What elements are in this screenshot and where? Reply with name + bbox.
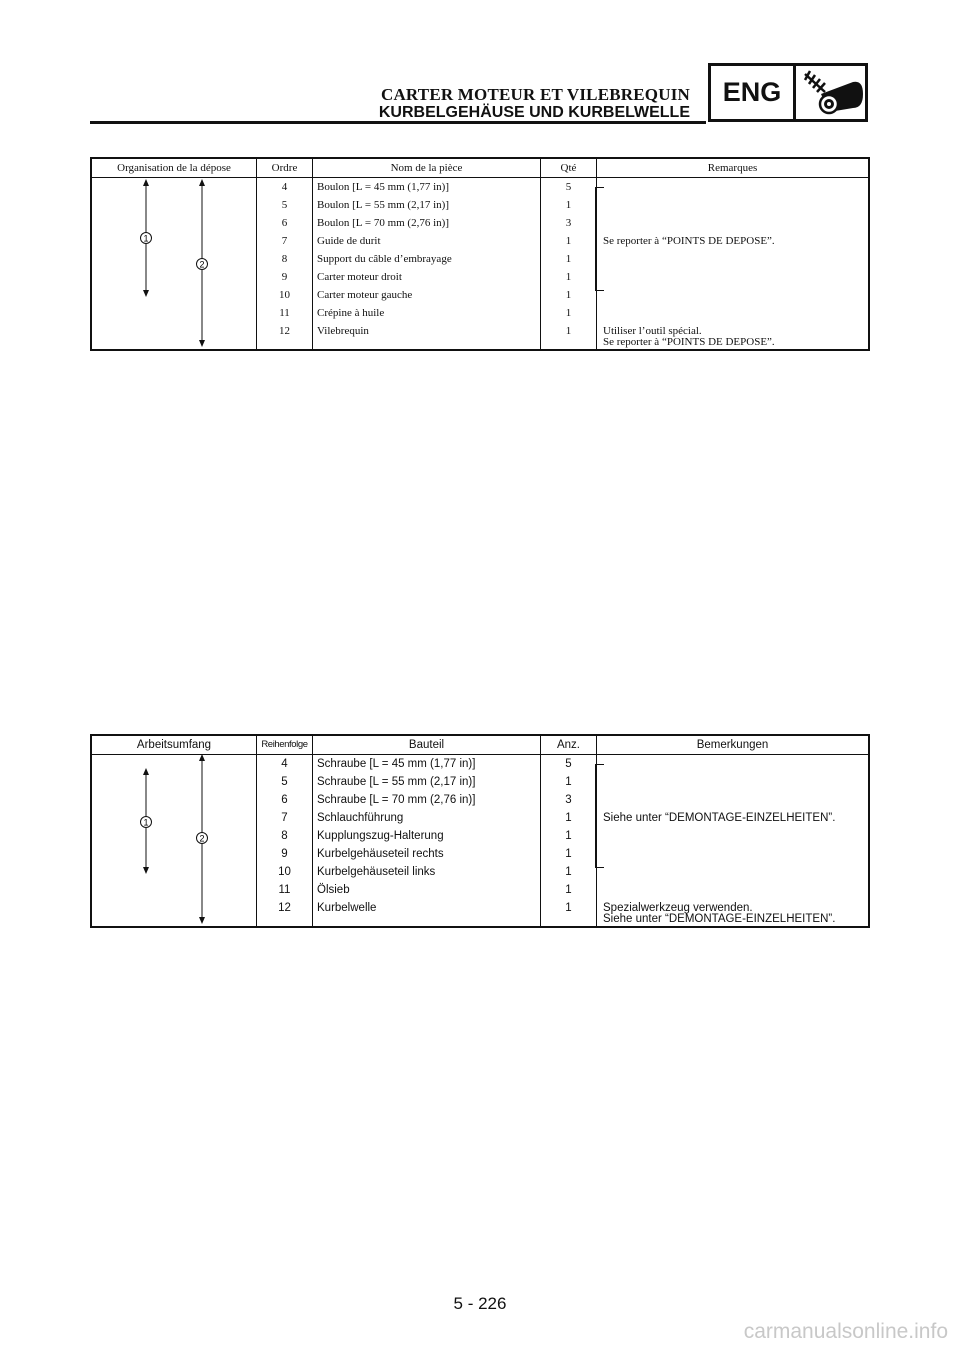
eng-badge — [708, 63, 868, 122]
svg-text:2: 2 — [199, 833, 205, 844]
table-row: 6 Schraube [L = 70 mm (2,76 in)] 3 — [281, 794, 572, 806]
table-row: 9 Kurbelgehäuseteil rechts 1 — [281, 848, 572, 860]
remark-last-line-1: Spezialwerkzeug verwenden. — [603, 902, 753, 914]
col-header-ordre: Ordre — [271, 162, 298, 174]
table-row: 5 Boulon [L = 55 mm (2,17 in)] 1 — [281, 199, 572, 211]
col-header-remarques: Remarques — [707, 162, 758, 174]
remark-last-line-2: Se reporter à “POINTS DE DEPOSE”. — [603, 336, 775, 348]
badge-divider — [793, 66, 796, 119]
col-header-organisation: Organisation de la dépose — [117, 162, 231, 174]
col-header-reihenfolge: Reihenfolge — [261, 739, 308, 750]
remark-group: Siehe unter “DEMONTAGE-EINZELHEITEN”. — [603, 812, 836, 824]
table-row: 5 Schraube [L = 55 mm (2,17 in)] 1 — [281, 776, 572, 788]
remark-last-line-2: Siehe unter “DEMONTAGE-EINZELHEITEN”. — [603, 913, 836, 925]
header-rule — [90, 121, 706, 124]
remark-bracket — [595, 187, 604, 291]
table-row-continuation — [92, 335, 868, 349]
table-header-fr — [92, 159, 868, 178]
table-row: 11 Crépine à huile 1 — [279, 307, 572, 319]
svg-text:1: 1 — [143, 817, 149, 828]
removal-table-fr — [90, 157, 870, 351]
remark-group: Se reporter à “POINTS DE DEPOSE”. — [603, 235, 775, 247]
table-row: 7 Guide de durit 1 Se reporter à “POINTS DE DEPOSE”. — [92, 232, 868, 250]
table-row: 4 Boulon [L = 45 mm (1,77 in)] 5 — [281, 181, 572, 193]
badge-label: ENG — [722, 77, 782, 107]
svg-text:1: 1 — [143, 233, 149, 244]
table-row: 11 Ölsieb 1 — [278, 884, 572, 896]
table-row: 9 Carter moteur droit 1 — [281, 271, 572, 283]
svg-text:2: 2 — [199, 259, 205, 270]
table-row: 10 Kurbelgehäuseteil links 1 — [278, 866, 572, 878]
table-row: 6 Boulon [L = 70 mm (2,76 in)] 3 — [281, 217, 572, 229]
table-row: 4 Schraube [L = 45 mm (1,77 in)] 5 — [281, 758, 572, 770]
col-header-nom: Nom de la pièce — [390, 162, 463, 174]
table-row: 10 Carter moteur gauche 1 — [279, 289, 572, 301]
col-header-bemerkungen: Bemerkungen — [696, 739, 769, 751]
col-header-bauteil: Bauteil — [408, 739, 445, 751]
remark-last-line-1: Utiliser l’outil spécial. — [603, 325, 702, 337]
section-title-de: KURBELGEHÄUSE UND KURBELWELLE — [378, 104, 690, 121]
removal-table-de — [90, 734, 870, 928]
table-row-continuation — [92, 912, 868, 926]
col-header-anz: Anz. — [556, 739, 580, 751]
col-header-arbeitsumfang: Arbeitsumfang — [136, 739, 212, 751]
table-row: 7 Schlauchführung 1 Siehe unter “DEMONTAGE-EINZELHEITEN”. — [92, 809, 868, 827]
remark-bracket — [595, 764, 604, 868]
table-row: 8 Kupplungszug-Halterung 1 — [281, 830, 572, 842]
table-row: 12 Vilebrequin 1 Utiliser l’outil spécial. — [92, 322, 868, 340]
table-row: 12 Kurbelwelle 1 Spezialwerkzeug verwenden. — [92, 899, 868, 917]
section-title-fr: CARTER MOTEUR ET VILEBREQUIN — [380, 85, 690, 104]
table-row: 8 Support du câble d’embrayage 1 — [281, 253, 572, 265]
col-header-qte: Qté — [560, 162, 577, 174]
page-number: 5 - 226 — [453, 1294, 507, 1313]
watermark: carmanualsonline.info — [743, 1320, 948, 1343]
table-header-de — [92, 736, 868, 755]
engine-bolt-icon — [799, 68, 865, 118]
